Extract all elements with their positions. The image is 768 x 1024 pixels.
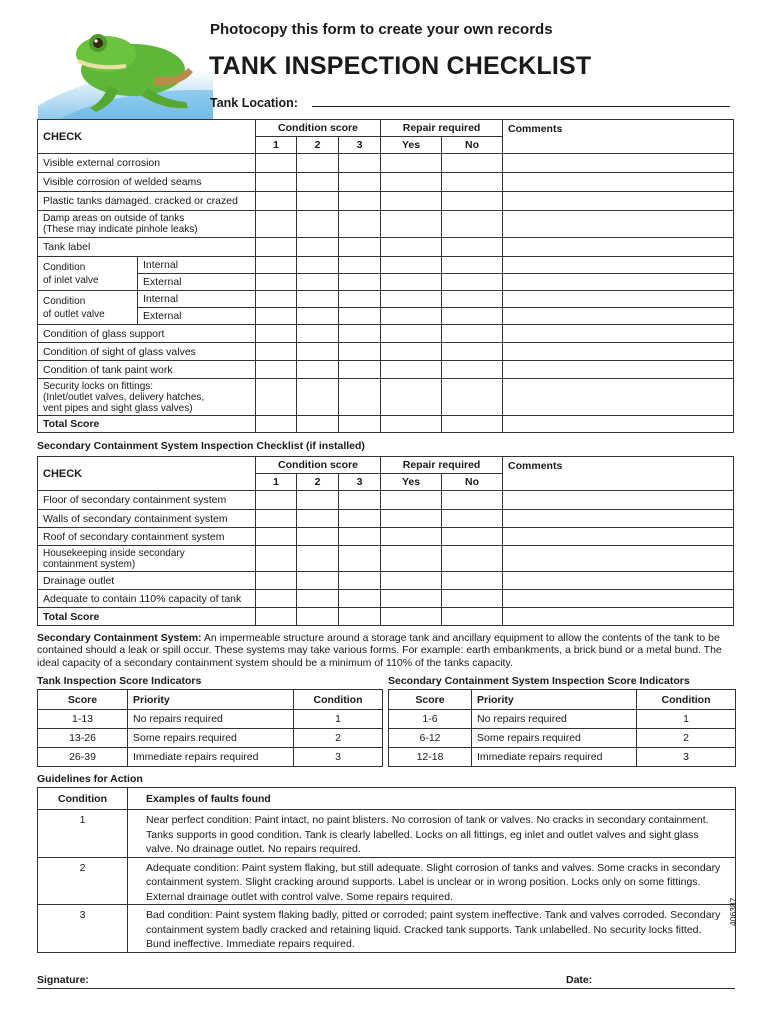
score-cell[interactable] bbox=[256, 361, 297, 379]
check-item-line: of inlet valve bbox=[43, 274, 99, 286]
score-cell[interactable] bbox=[339, 308, 381, 325]
score-cell[interactable] bbox=[297, 192, 339, 211]
repair-cell[interactable] bbox=[442, 379, 503, 416]
outlet-valve-label bbox=[38, 291, 138, 325]
check-item: Drainage outlet bbox=[38, 572, 256, 590]
inlet-external-label: External bbox=[138, 274, 256, 291]
score-cell[interactable] bbox=[339, 510, 381, 528]
comment-cell[interactable] bbox=[503, 325, 734, 343]
comment-cell[interactable] bbox=[503, 154, 734, 173]
score-cell[interactable] bbox=[339, 379, 381, 416]
guidelines-table bbox=[37, 787, 736, 953]
repair-cell[interactable] bbox=[381, 608, 442, 626]
signature-label: Signature: bbox=[37, 974, 89, 986]
score-cell[interactable] bbox=[256, 491, 297, 510]
form-subtitle: Photocopy this form to create your own records bbox=[210, 21, 553, 38]
yes-header: Yes bbox=[381, 137, 442, 154]
repair-cell[interactable] bbox=[442, 590, 503, 608]
condition-value: 2 bbox=[294, 729, 383, 748]
score-cell[interactable] bbox=[256, 608, 297, 626]
score-cell[interactable] bbox=[339, 343, 381, 361]
score-cell[interactable] bbox=[339, 173, 381, 192]
score-cell[interactable] bbox=[256, 572, 297, 590]
condition-col-header: Condition bbox=[637, 690, 736, 710]
outlet-external-label: External bbox=[138, 308, 256, 325]
repair-cell[interactable] bbox=[442, 608, 503, 626]
score-cell[interactable] bbox=[256, 257, 297, 274]
comment-cell[interactable] bbox=[503, 379, 734, 416]
total-score-label: Total Score bbox=[38, 608, 256, 626]
score-value: 1-13 bbox=[38, 710, 128, 729]
score-cell[interactable] bbox=[297, 173, 339, 192]
form-code: 406387 bbox=[728, 897, 738, 926]
score-cell[interactable] bbox=[339, 361, 381, 379]
score-cell[interactable] bbox=[297, 510, 339, 528]
score-cell[interactable] bbox=[256, 274, 297, 291]
repair-cell[interactable] bbox=[381, 416, 442, 433]
score-1-header: 1 bbox=[256, 474, 297, 491]
score-cell[interactable] bbox=[256, 343, 297, 361]
repair-cell[interactable] bbox=[442, 308, 503, 325]
score-cell[interactable] bbox=[297, 491, 339, 510]
check-item: Condition of sight of glass valves bbox=[38, 343, 256, 361]
score-cell[interactable] bbox=[297, 572, 339, 590]
score-cell[interactable] bbox=[256, 528, 297, 546]
guideline-condition: 2 bbox=[38, 857, 128, 905]
repair-cell[interactable] bbox=[442, 546, 503, 572]
check-item: Adequate to contain 110% capacity of tank bbox=[38, 590, 256, 608]
score-cell[interactable] bbox=[256, 325, 297, 343]
score-cell[interactable] bbox=[297, 238, 339, 257]
comment-cell[interactable] bbox=[503, 274, 734, 291]
repair-cell[interactable] bbox=[381, 257, 442, 274]
check-item: Plastic tanks damaged. cracked or crazed bbox=[38, 192, 256, 211]
repair-cell[interactable] bbox=[381, 274, 442, 291]
score-cell[interactable] bbox=[297, 257, 339, 274]
repair-required-header: Repair required bbox=[381, 457, 503, 474]
repair-cell[interactable] bbox=[381, 491, 442, 510]
condition-col-header: Condition bbox=[294, 690, 383, 710]
check-item: Visible external corrosion bbox=[38, 154, 256, 173]
check-item: Tank label bbox=[38, 238, 256, 257]
score-cell[interactable] bbox=[297, 416, 339, 433]
check-item: Roof of secondary containment system bbox=[38, 528, 256, 546]
score-cell[interactable] bbox=[297, 379, 339, 416]
check-item: Visible corrosion of welded seams bbox=[38, 173, 256, 192]
guideline-condition: 3 bbox=[38, 905, 128, 953]
score-2-header: 2 bbox=[297, 137, 339, 154]
score-cell[interactable] bbox=[339, 528, 381, 546]
repair-cell[interactable] bbox=[442, 257, 503, 274]
inlet-internal-label: Internal bbox=[138, 257, 256, 274]
score-cell[interactable] bbox=[256, 510, 297, 528]
guidelines-title: Guidelines for Action bbox=[37, 773, 143, 785]
comment-cell[interactable] bbox=[503, 238, 734, 257]
guideline-text: Bad condition: Paint system flaking badly, pitted or corroded; paint system ineffective. Tank and valves corroded. Secondary containment system badly cracked and retaining liquid. Cracked tank supports. Tank unlabelled. No security locks fitted. Bund ineffective. Immediate repairs required. bbox=[128, 905, 736, 953]
table-row bbox=[38, 748, 383, 767]
repair-cell[interactable] bbox=[381, 154, 442, 173]
table-row bbox=[389, 710, 736, 729]
score-cell[interactable] bbox=[339, 154, 381, 173]
repair-cell[interactable] bbox=[381, 308, 442, 325]
repair-cell[interactable] bbox=[442, 192, 503, 211]
score-value: 13-26 bbox=[38, 729, 128, 748]
condition-value: 1 bbox=[637, 710, 736, 729]
table-row bbox=[389, 729, 736, 748]
condition-value: 3 bbox=[637, 748, 736, 767]
definition-term: Secondary Containment System: bbox=[37, 632, 202, 644]
score-cell[interactable] bbox=[256, 590, 297, 608]
check-item-line: of outlet valve bbox=[43, 308, 105, 320]
score-cell[interactable] bbox=[339, 608, 381, 626]
inlet-valve-label bbox=[38, 257, 138, 291]
tank-checklist-table bbox=[37, 119, 734, 433]
repair-cell[interactable] bbox=[442, 528, 503, 546]
repair-cell[interactable] bbox=[442, 154, 503, 173]
repair-cell[interactable] bbox=[381, 325, 442, 343]
comment-cell[interactable] bbox=[503, 491, 734, 510]
score-cell[interactable] bbox=[297, 590, 339, 608]
check-header: CHECK bbox=[38, 457, 256, 491]
repair-cell[interactable] bbox=[381, 590, 442, 608]
repair-cell[interactable] bbox=[442, 173, 503, 192]
score-value: 26-39 bbox=[38, 748, 128, 767]
priority-value: No repairs required bbox=[472, 710, 637, 729]
repair-cell[interactable] bbox=[442, 491, 503, 510]
score-cell[interactable] bbox=[297, 154, 339, 173]
repair-cell[interactable] bbox=[442, 238, 503, 257]
repair-cell[interactable] bbox=[442, 274, 503, 291]
score-cell[interactable] bbox=[256, 291, 297, 308]
score-3-header: 3 bbox=[339, 474, 381, 491]
score-cell[interactable] bbox=[256, 416, 297, 433]
score-value: 6-12 bbox=[389, 729, 472, 748]
table-row bbox=[38, 905, 736, 953]
comment-cell[interactable] bbox=[503, 211, 734, 238]
score-cell[interactable] bbox=[256, 154, 297, 173]
repair-cell[interactable] bbox=[442, 325, 503, 343]
tank-score-table bbox=[37, 689, 383, 767]
comment-cell[interactable] bbox=[503, 590, 734, 608]
score-cell[interactable] bbox=[297, 274, 339, 291]
repair-cell[interactable] bbox=[381, 528, 442, 546]
priority-col-header: Priority bbox=[472, 690, 637, 710]
repair-cell[interactable] bbox=[381, 510, 442, 528]
comment-cell[interactable] bbox=[503, 546, 734, 572]
score-cell[interactable] bbox=[256, 546, 297, 572]
check-item: Condition of tank paint work bbox=[38, 361, 256, 379]
definition-paragraph bbox=[37, 632, 731, 669]
secondary-score-title: Secondary Containment System Inspection Score Indicators bbox=[388, 675, 690, 687]
repair-cell[interactable] bbox=[442, 211, 503, 238]
check-item-line: (Inlet/outlet valves, delivery hatches, bbox=[43, 391, 205, 403]
comments-header: Comments bbox=[503, 120, 734, 154]
check-item: Walls of secondary containment system bbox=[38, 510, 256, 528]
check-item bbox=[38, 546, 256, 572]
score-cell[interactable] bbox=[297, 528, 339, 546]
comment-cell[interactable] bbox=[503, 343, 734, 361]
tank-location-label: Tank Location: bbox=[210, 96, 298, 110]
check-item-line: Damp areas on outside of tanks bbox=[43, 213, 185, 224]
signature-line[interactable] bbox=[37, 988, 735, 989]
score-cell[interactable] bbox=[339, 572, 381, 590]
secondary-score-table bbox=[388, 689, 736, 767]
table-row bbox=[38, 729, 383, 748]
score-cell[interactable] bbox=[297, 211, 339, 238]
repair-cell[interactable] bbox=[442, 291, 503, 308]
table-row bbox=[38, 710, 383, 729]
score-cell[interactable] bbox=[256, 192, 297, 211]
score-cell[interactable] bbox=[297, 291, 339, 308]
score-value: 12-18 bbox=[389, 748, 472, 767]
table-row bbox=[38, 810, 736, 858]
score-2-header: 2 bbox=[297, 474, 339, 491]
condition-score-header: Condition score bbox=[256, 120, 381, 137]
score-col-header: Score bbox=[389, 690, 472, 710]
form-title: TANK INSPECTION CHECKLIST bbox=[209, 52, 592, 80]
score-cell[interactable] bbox=[256, 211, 297, 238]
check-item-line: Housekeeping inside secondary bbox=[43, 547, 185, 559]
repair-cell[interactable] bbox=[381, 173, 442, 192]
guideline-text: Near perfect condition: Paint intact, no paint blisters. No corrosion of tank or valves. No cracks in secondary containment. Tanks supports in good condition. Tank is clearly labelled. Locks on all fittings, eg inlet and outlet valves and sight glass valve. No drainage outlet. No repairs required. bbox=[128, 810, 736, 858]
repair-cell[interactable] bbox=[381, 211, 442, 238]
score-cell[interactable] bbox=[339, 257, 381, 274]
score-cell[interactable] bbox=[339, 238, 381, 257]
repair-cell[interactable] bbox=[442, 343, 503, 361]
check-item bbox=[38, 211, 256, 238]
repair-cell[interactable] bbox=[381, 546, 442, 572]
score-1-header: 1 bbox=[256, 137, 297, 154]
comment-cell[interactable] bbox=[503, 572, 734, 590]
date-label: Date: bbox=[566, 974, 593, 986]
no-header: No bbox=[442, 474, 503, 491]
definition-text: An impermeable structure around a storage tank and ancillary equipment to allow the contents of the tank to be contained should a leak or spill occur. These systems may take various forms. For example: earth embankments, a brick bund or a metal bund. The ideal capacity of a secondary containment system should be a minimum of 110% of the tanks capacity. bbox=[37, 632, 722, 669]
secondary-checklist-table bbox=[37, 456, 734, 626]
score-cell[interactable] bbox=[297, 546, 339, 572]
score-3-header: 3 bbox=[339, 137, 381, 154]
comment-cell[interactable] bbox=[503, 608, 734, 626]
comment-cell[interactable] bbox=[503, 510, 734, 528]
priority-value: No repairs required bbox=[128, 710, 294, 729]
comment-cell[interactable] bbox=[503, 173, 734, 192]
check-item-line: Condition bbox=[43, 295, 86, 307]
score-value: 1-6 bbox=[389, 710, 472, 729]
table-row bbox=[38, 857, 736, 905]
tank-location-field[interactable] bbox=[312, 106, 730, 107]
comment-cell[interactable] bbox=[503, 361, 734, 379]
check-item bbox=[38, 379, 256, 416]
priority-value: Some repairs required bbox=[128, 729, 294, 748]
condition-score-header: Condition score bbox=[256, 457, 381, 474]
repair-required-header: Repair required bbox=[381, 120, 503, 137]
repair-cell[interactable] bbox=[381, 343, 442, 361]
repair-cell[interactable] bbox=[381, 361, 442, 379]
priority-value: Immediate repairs required bbox=[128, 748, 294, 767]
score-cell[interactable] bbox=[339, 590, 381, 608]
guidelines-condition-header: Condition bbox=[38, 788, 128, 810]
score-cell[interactable] bbox=[256, 379, 297, 416]
comment-cell[interactable] bbox=[503, 308, 734, 325]
repair-cell[interactable] bbox=[442, 510, 503, 528]
score-cell[interactable] bbox=[256, 238, 297, 257]
tank-score-title: Tank Inspection Score Indicators bbox=[37, 675, 202, 687]
yes-header: Yes bbox=[381, 474, 442, 491]
comment-cell[interactable] bbox=[503, 416, 734, 433]
repair-cell[interactable] bbox=[442, 361, 503, 379]
repair-cell[interactable] bbox=[381, 572, 442, 590]
guideline-condition: 1 bbox=[38, 810, 128, 858]
repair-cell[interactable] bbox=[381, 291, 442, 308]
comment-cell[interactable] bbox=[503, 528, 734, 546]
comment-cell[interactable] bbox=[503, 192, 734, 211]
score-cell[interactable] bbox=[297, 608, 339, 626]
guideline-text: Adequate condition: Paint system flaking, but still adequate. Slight corrosion of tanks and valves. Some cracks in secondary containment system. Slight cracking around supports. Label is unclear or in wrong position. Locks only on some fittings. External drainage outlet with control valve. Some repairs required. bbox=[128, 857, 736, 905]
repair-cell[interactable] bbox=[381, 192, 442, 211]
priority-value: Immediate repairs required bbox=[472, 748, 637, 767]
score-cell[interactable] bbox=[339, 491, 381, 510]
table-row bbox=[389, 748, 736, 767]
check-item-line: containment system) bbox=[43, 558, 136, 570]
score-cell[interactable] bbox=[297, 325, 339, 343]
score-cell[interactable] bbox=[339, 325, 381, 343]
check-item: Condition of glass support bbox=[38, 325, 256, 343]
check-header: CHECK bbox=[38, 120, 256, 154]
secondary-checklist-title: Secondary Containment System Inspection Checklist (if installed) bbox=[37, 440, 365, 452]
condition-value: 2 bbox=[637, 729, 736, 748]
comment-cell[interactable] bbox=[503, 291, 734, 308]
score-cell[interactable] bbox=[256, 308, 297, 325]
comments-header: Comments bbox=[503, 457, 734, 491]
score-cell[interactable] bbox=[339, 416, 381, 433]
repair-cell[interactable] bbox=[442, 416, 503, 433]
total-score-label: Total Score bbox=[38, 416, 256, 433]
score-cell[interactable] bbox=[339, 274, 381, 291]
comment-cell[interactable] bbox=[503, 257, 734, 274]
priority-value: Some repairs required bbox=[472, 729, 637, 748]
score-cell[interactable] bbox=[256, 173, 297, 192]
guidelines-examples-header: Examples of faults found bbox=[128, 788, 736, 810]
score-cell[interactable] bbox=[297, 308, 339, 325]
score-cell[interactable] bbox=[339, 291, 381, 308]
repair-cell[interactable] bbox=[442, 572, 503, 590]
check-item-line: (These may indicate pinhole leaks) bbox=[43, 224, 198, 235]
score-col-header: Score bbox=[38, 690, 128, 710]
no-header: No bbox=[442, 137, 503, 154]
frog-illustration bbox=[38, 28, 213, 120]
check-item: Floor of secondary containment system bbox=[38, 491, 256, 510]
condition-value: 3 bbox=[294, 748, 383, 767]
repair-cell[interactable] bbox=[381, 238, 442, 257]
condition-value: 1 bbox=[294, 710, 383, 729]
check-item-line: Security locks on fittings: bbox=[43, 380, 154, 392]
check-item-line: vent pipes and sight glass valves) bbox=[43, 402, 193, 414]
outlet-internal-label: Internal bbox=[138, 291, 256, 308]
score-cell[interactable] bbox=[297, 361, 339, 379]
score-cell[interactable] bbox=[339, 192, 381, 211]
score-cell[interactable] bbox=[297, 343, 339, 361]
priority-col-header: Priority bbox=[128, 690, 294, 710]
repair-cell[interactable] bbox=[381, 379, 442, 416]
score-cell[interactable] bbox=[339, 211, 381, 238]
score-cell[interactable] bbox=[339, 546, 381, 572]
check-item-line: Condition bbox=[43, 261, 86, 273]
